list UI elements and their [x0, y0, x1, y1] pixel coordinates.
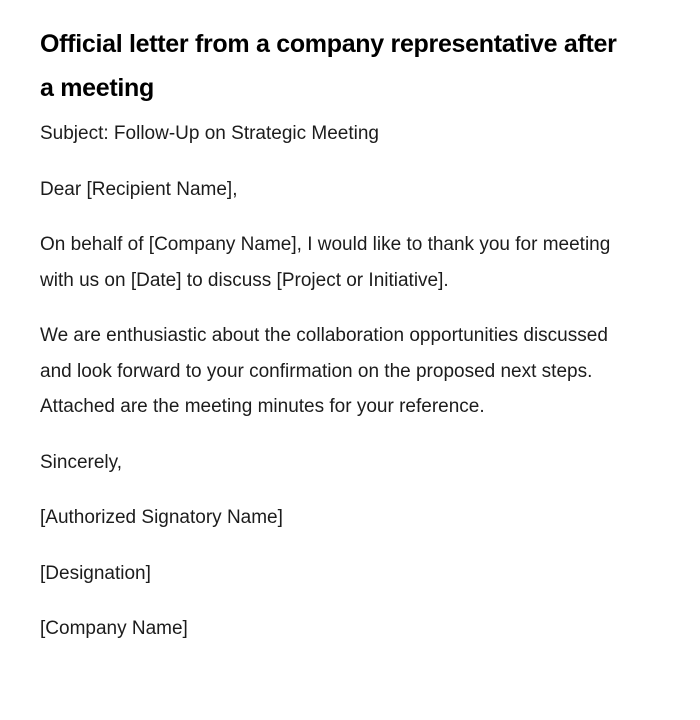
letter-body-paragraph-2: We are enthusiastic about the collaboration opportunities discussed and look forward to your confirmation on the proposed next steps. Attached are the meeting minutes for your reference. — [40, 325, 608, 417]
letter-signatory-name: [Authorized Signatory Name] — [40, 507, 283, 528]
letter-closing: Sincerely, — [40, 451, 123, 473]
letter-company-name: [Company Name] — [40, 618, 188, 639]
letter-body-paragraph-1: On behalf of [Company Name], I would like to thank you for meeting with us on [Date] to discuss [Project or Initiative]. — [40, 234, 611, 291]
letter-designation: [Designation] — [40, 562, 151, 584]
letter-salutation: Dear [Recipient Name], — [40, 178, 238, 200]
letter-title: Official letter from a company representative after a meeting — [40, 30, 617, 102]
letter-subject: Subject: Follow-Up on Strategic Meeting — [40, 123, 379, 144]
